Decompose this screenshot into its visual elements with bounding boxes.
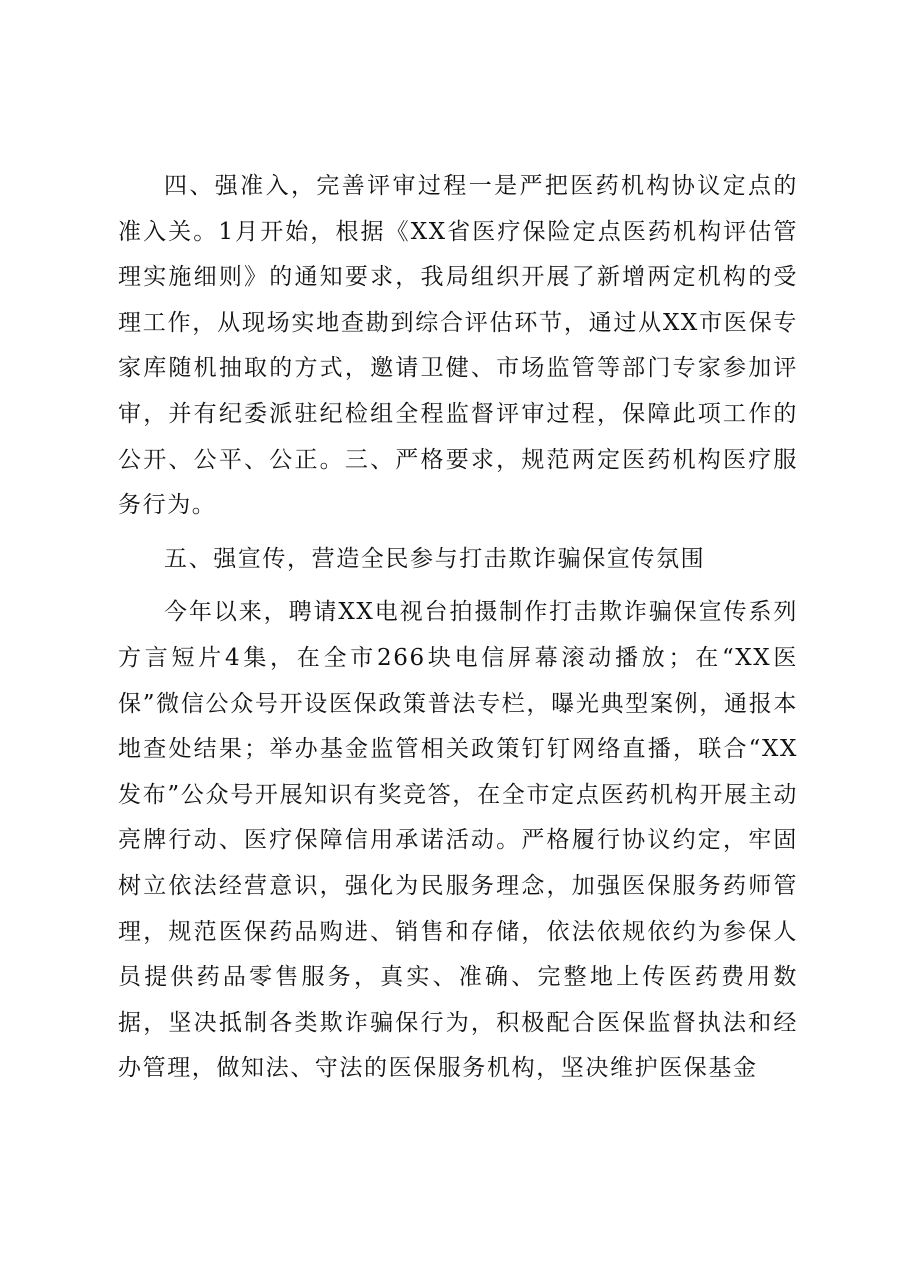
document-body	[118, 164, 798, 1092]
paragraph-admission-review: 四、强准入，完善评审过程一是严把医药机构协议定点的准入关。1月开始，根据《XX省医疗保险定点医药机构评估管理实施细则》的通知要求，我局组织开展了新增两定机构的受理工作，从现场实地查勘到综合评估环节，通过从XX市医保专家库随机抽取的方式，邀请卫健、市场监管等部门专家参加评审，并有纪委派驻纪检组全程监督评审过程，保障此项工作的公开、公平、公正。三、严格要求，规范两定医药机构医疗服务行为。	[118, 173, 798, 519]
paragraph-publicity-details: 今年以来，聘请XX电视台拍摄制作打击欺诈骗保宣传系列方言短片4集，在全市266块电信屏幕滚动播放；在“XX医保”微信公众号开设医保政策普法专栏，曝光典型案例，通报本地查处结果；举办基金监管相关政策钉钉网络直播，联合“XX发布”公众号开展知识有奖竞答，在全市定点医药机构开展主动亮牌行动、医疗保障信用承诺活动。严格履行协议约定，牢固树立依法经营意识，强化为民服务理念，加强医保服务药师管理，规范医保药品购进、销售和存储，依法依规依约为参保人员提供药品零售服务，真实、准确、完整地上传医药费用数据，坚决抵制各类欺诈骗保行为，积极配合医保监督执法和经办管理，做知法、守法的医保服务机构，坚决维护医保基金	[118, 599, 798, 1082]
paragraph-heading-publicity: 五、强宣传，营造全民参与打击欺诈骗保宣传氛围	[164, 545, 706, 572]
